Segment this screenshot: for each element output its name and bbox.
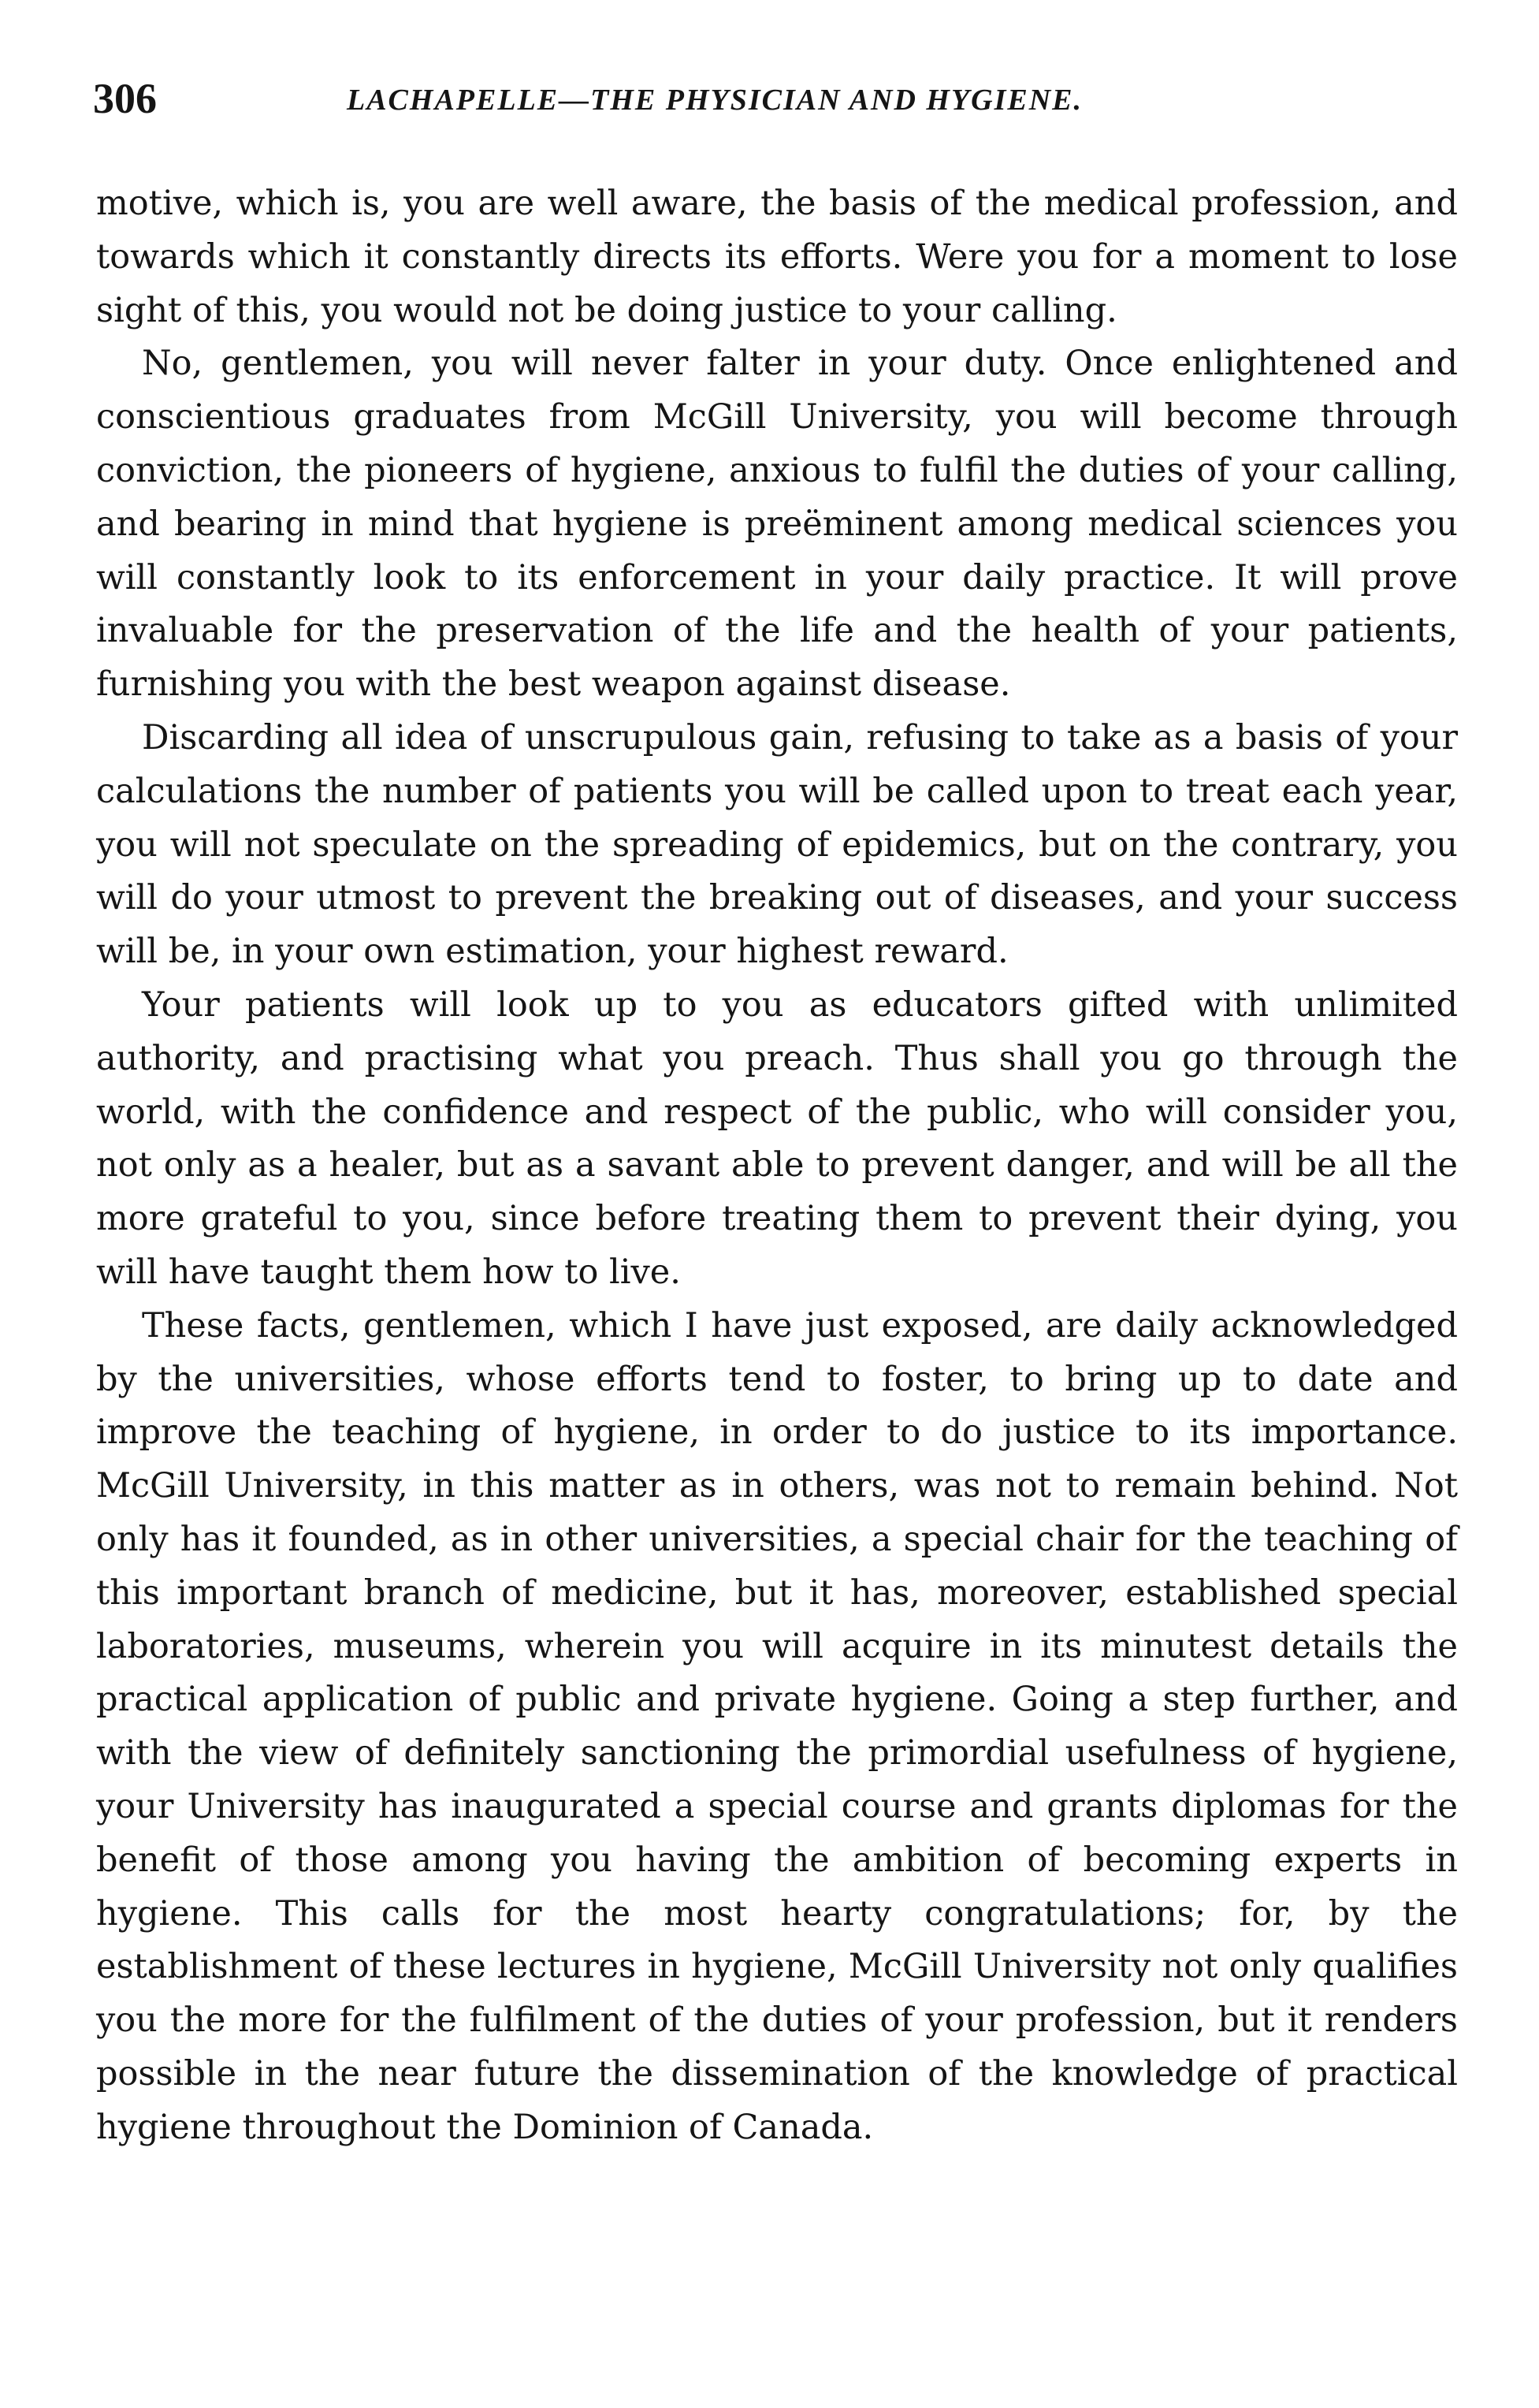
- paragraph-duty: No, gentlemen, you will never falter in your duty. Once enlightened and conscientious graduates from McGill University, you will become through conviction, the pioneers of hygiene, anxious to fulfil the duties of your calling, and bearing in mind that hygiene is preëminent among medical sciences you will constantly look to its enforcement in your daily practice. It will prove invaluable for the preservation of the life and the health of your patients, furnishing you with the best weapon against disease.: [96, 344, 1458, 705]
- running-head: LACHAPELLE—THE PHYSICIAN AND HYGIENE.: [347, 84, 1084, 117]
- paragraph-gain: Discarding all idea of unscrupulous gain, refusing to take as a basis of your calculations the number of patients you will be called upon to treat each year, you will not speculate on the spreading of epidemics, but on the contrary, you will do your utmost to prevent the breaking out of diseases, and your success will be, in your own estimation, your highest reward.: [96, 717, 1458, 972]
- body-text: [96, 177, 1458, 2154]
- paragraph-patients: Your patients will look up to you as educators gifted with unlimited authority, and practising what you preach. Thus shall you go through the world, with the confidence and respect of the public, who will consider you, not only as a healer, but as a savant able to prevent danger, and will be all the more grateful to you, since before treating them to prevent their dying, you will have taught them how to live.: [96, 984, 1458, 1292]
- paragraph-universities: These facts, gentlemen, which I have just exposed, are daily acknowledged by the universities, whose efforts tend to foster, to bring up to date and improve the teaching of hygiene, in order to do justice to its importance. McGill University, in this matter as in others, was not to remain behind. Not only has it founded, as in other universities, a special chair for the teaching of this important branch of medicine, but it has, moreover, established special laboratories, museums, wherein you will acquire in its minutest details the practical application of public and private hygiene. Going a step further, and with the view of definitely sanctioning the primordial usefulness of hygiene, your University has inaugurated a special course and grants diplomas for the benefit of those among you having the ambition of becoming experts in hygiene. This calls for the most hearty congratulations; for, by the establishment of these lectures in hygiene, McGill University not only qualifies you the more for the fulfilment of the duties of your profession, but it renders possible in the near future the dissemination of the knowledge of practical hygiene throughout the Dominion of Canada.: [96, 1305, 1458, 2147]
- page-number: 306: [93, 75, 157, 122]
- page-header: [93, 71, 1460, 126]
- paragraph-continuation: motive, which is, you are well aware, the basis of the medical profession, and towards which it constantly directs its efforts. Were you for a moment to lose sight of this, you would not be doing justice to your calling.: [96, 184, 1458, 330]
